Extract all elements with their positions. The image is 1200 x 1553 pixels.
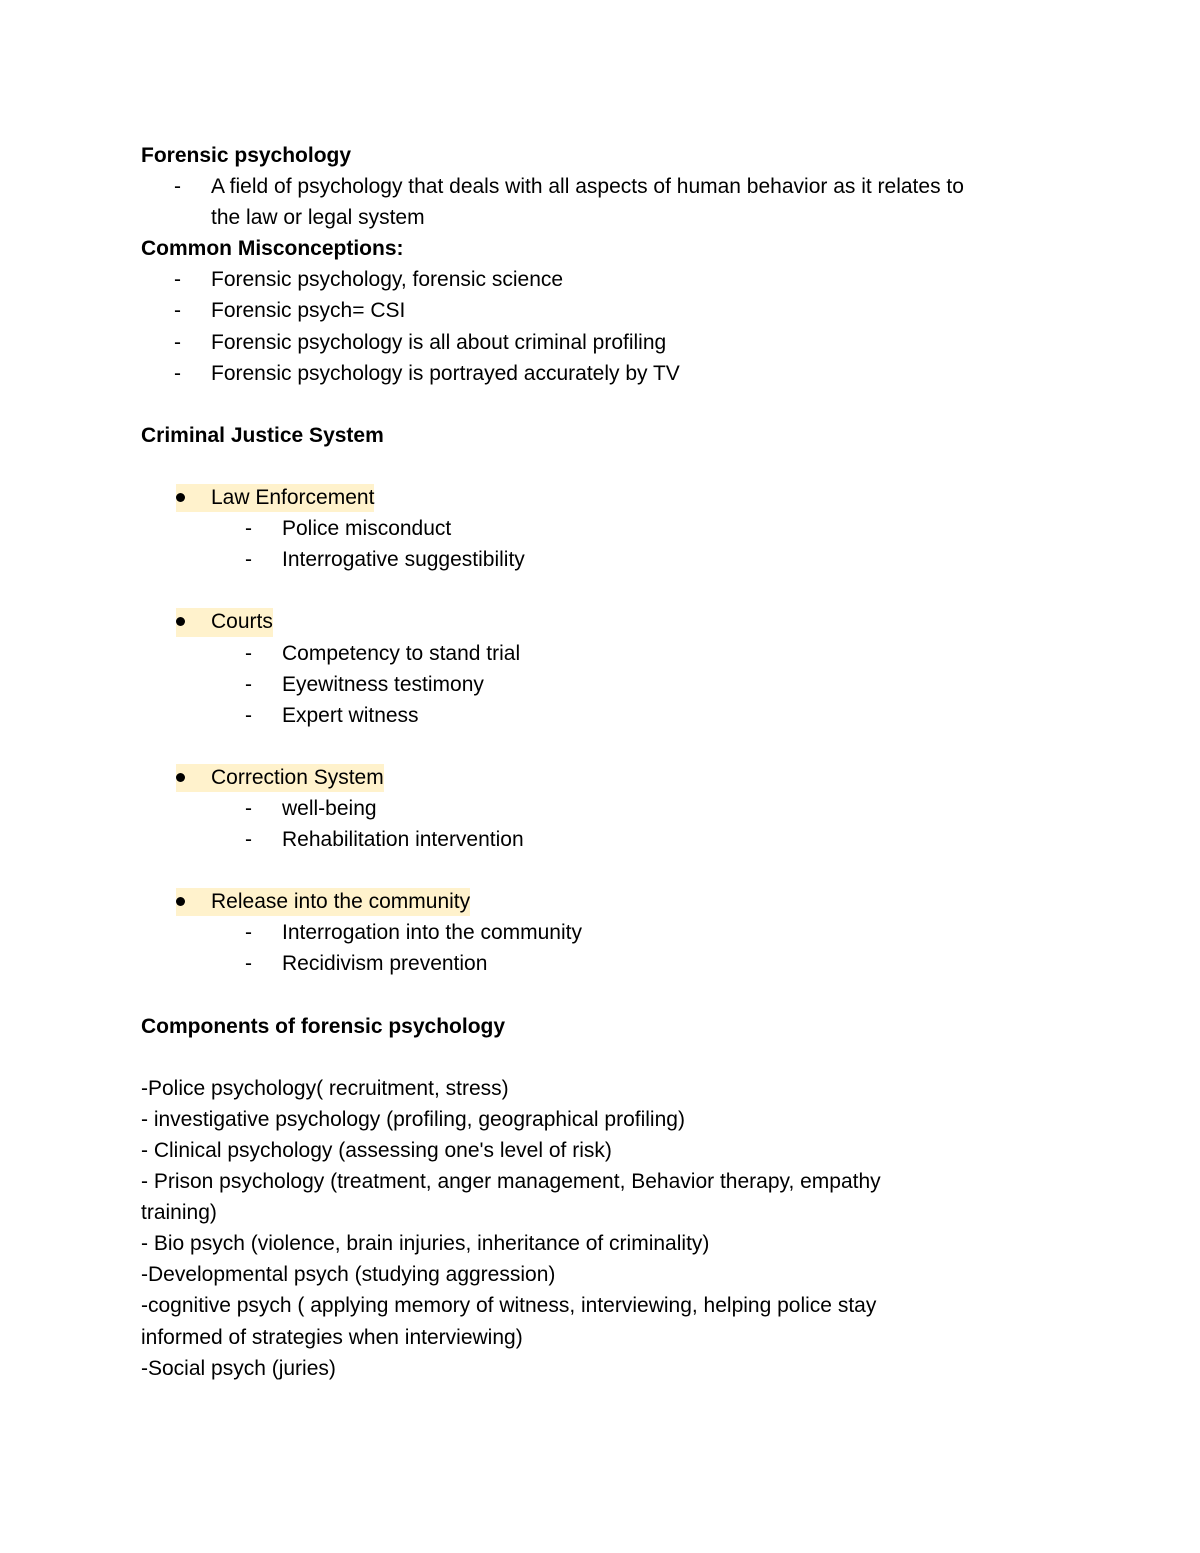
dash-marker: -	[245, 796, 252, 820]
sub-item-text: Expert witness	[282, 703, 419, 727]
bullet-dot-icon	[176, 493, 185, 502]
component-line: - Bio psych (violence, brain injuries, inheritance of criminality)	[141, 1232, 710, 1256]
bullet-dot-icon	[176, 773, 185, 782]
sub-item	[141, 513, 1071, 544]
highlighted-label	[211, 762, 384, 793]
definition-line-1	[141, 171, 1071, 202]
misconception-text: Forensic psychology is all about criminal profiling	[211, 330, 667, 354]
heading-forensic-psychology: Forensic psychology	[141, 144, 352, 167]
heading-criminal-justice-system: Criminal Justice System	[141, 423, 384, 447]
document-page	[141, 140, 1071, 1384]
spacer	[141, 731, 1071, 762]
bullet-release-into-community	[141, 886, 1071, 917]
dash-marker: -	[245, 952, 252, 976]
component-line: - Clinical psychology (assessing one's level of risk)	[141, 1139, 612, 1162]
sub-item-text: Interrogation into the community	[282, 921, 582, 945]
sub-item-text: Interrogative suggestibility	[282, 548, 525, 572]
sub-item-text: well-being	[282, 796, 377, 820]
misconception-item	[141, 264, 1071, 295]
bullet-label: Correction System	[211, 765, 384, 789]
dash-marker: -	[245, 828, 252, 852]
component-line: training)	[141, 1201, 217, 1225]
sub-item-text: Eyewitness testimony	[282, 672, 484, 696]
dash-marker: -	[174, 299, 181, 323]
sub-item-text: Competency to stand trial	[282, 641, 521, 665]
misconception-item	[141, 295, 1071, 326]
dash-marker: -	[245, 921, 252, 945]
misconception-text: Forensic psych= CSI	[211, 299, 406, 323]
component-line: -cognitive psych ( applying memory of witness, interviewing, helping police stay	[141, 1294, 877, 1318]
sub-item	[141, 638, 1071, 669]
sub-item-text: Recidivism prevention	[282, 952, 488, 976]
bullet-label: Law Enforcement	[211, 486, 375, 510]
sub-item	[141, 824, 1071, 855]
sub-item	[141, 793, 1071, 824]
spacer	[141, 1042, 1071, 1073]
misconception-item	[141, 327, 1071, 358]
dash-marker: -	[174, 361, 181, 385]
definition-text-1: A field of psychology that deals with all aspects of human behavior as it relates to	[211, 175, 964, 199]
component-line: -Social psych (juries)	[141, 1356, 336, 1380]
misconception-item	[141, 358, 1071, 389]
definition-line-2	[141, 202, 1071, 233]
heading-common-misconceptions: Common Misconceptions:	[141, 237, 404, 261]
sub-item-text: Rehabilitation intervention	[282, 828, 524, 852]
component-line: informed of strategies when interviewing)	[141, 1325, 523, 1349]
bullet-correction-system	[141, 762, 1071, 793]
component-line: -Developmental psych (studying aggression)	[141, 1263, 556, 1287]
sub-item	[141, 917, 1071, 948]
bullet-law-enforcement	[141, 482, 1071, 513]
bullet-label: Release into the community	[211, 890, 471, 914]
heading-components: Components of forensic psychology	[141, 1014, 506, 1038]
component-line: -Police psychology( recruitment, stress)	[141, 1076, 509, 1100]
spacer	[141, 451, 1071, 482]
component-line: - investigative psychology (profiling, geographical profiling)	[141, 1107, 685, 1131]
sub-item	[141, 700, 1071, 731]
bullet-label: Courts	[211, 610, 273, 634]
spacer	[141, 575, 1071, 606]
dash-marker: -	[245, 517, 252, 541]
component-line: - Prison psychology (treatment, anger management, Behavior therapy, empathy	[141, 1170, 881, 1194]
dash-marker: -	[174, 330, 181, 354]
definition-text-2: the law or legal system	[211, 206, 425, 230]
sub-item	[141, 948, 1071, 979]
highlighted-label	[211, 482, 374, 513]
misconception-text: Forensic psychology, forensic science	[211, 268, 564, 292]
sub-item	[141, 669, 1071, 700]
highlighted-label	[211, 886, 470, 917]
dash-marker: -	[245, 703, 252, 727]
dash-marker: -	[245, 672, 252, 696]
dash-marker: -	[174, 268, 181, 292]
sub-item	[141, 544, 1071, 575]
bullet-courts	[141, 606, 1071, 637]
spacer	[141, 980, 1071, 1011]
sub-item-text: Police misconduct	[282, 517, 452, 541]
spacer	[141, 389, 1071, 420]
dash-marker: -	[245, 641, 252, 665]
dash-marker: -	[174, 175, 181, 199]
dash-marker: -	[245, 548, 252, 572]
highlighted-label	[211, 606, 273, 637]
misconception-text: Forensic psychology is portrayed accurately by TV	[211, 361, 680, 385]
spacer	[141, 855, 1071, 886]
